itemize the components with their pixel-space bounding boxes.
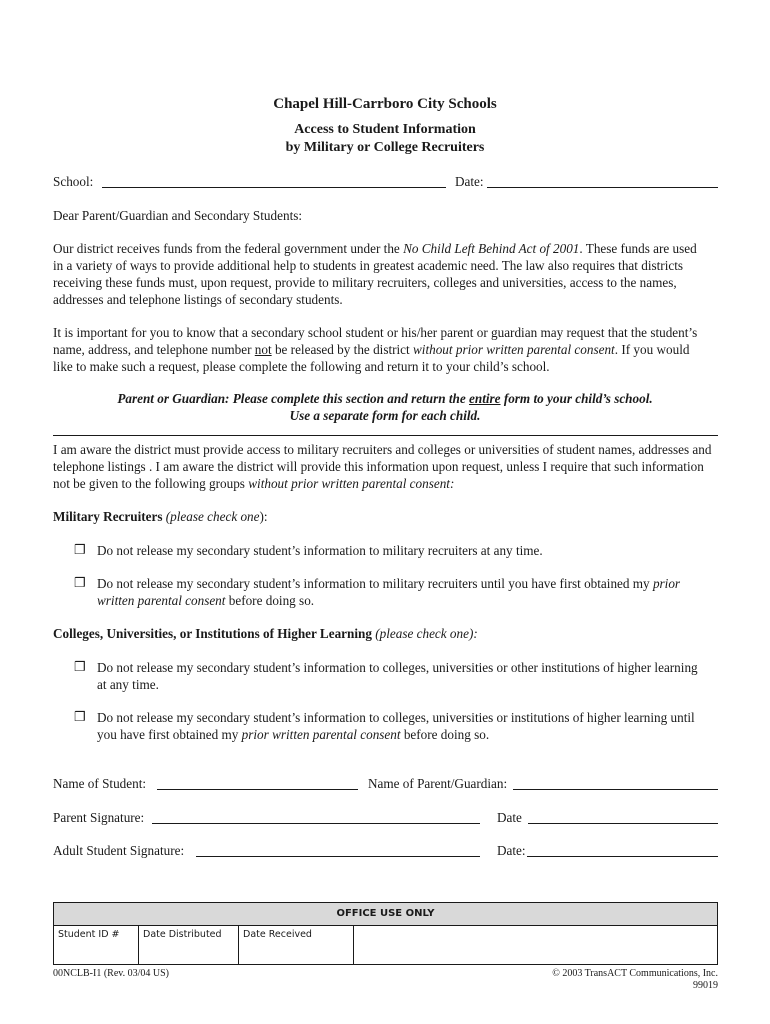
copyright: © 2003 TransACT Communications, Inc. (552, 968, 718, 979)
college-opt1-checkbox[interactable]: ❒ (74, 659, 86, 674)
check-one-note: (please check one (162, 509, 260, 524)
military-heading (53, 509, 268, 525)
college-opt2-line2 (97, 727, 489, 743)
para1-text: . These funds are used (579, 241, 697, 256)
opt-text: before doing so. (400, 727, 490, 742)
colleges-heading-text: Colleges, Universities, or Institutions of Higher Learning (53, 626, 372, 641)
date-field-1[interactable] (528, 810, 718, 824)
section-divider (53, 435, 718, 436)
para1-line4: addresses and telephone listings of secondary students. (53, 292, 343, 307)
date-label-top: Date: (455, 174, 484, 189)
date-distributed-cell[interactable]: Date Distributed (139, 926, 239, 965)
form-title-line1: Access to Student Information (294, 122, 476, 137)
check-one-note: (please check one): (371, 626, 478, 641)
instruction-text: Parent or Guardian: Please complete this section and return the (117, 391, 469, 406)
aware-text: not be given to the following groups (53, 476, 249, 491)
college-opt1-line1: Do not release my secondary student’s information to colleges, universities or other institutions of higher learning (97, 660, 698, 675)
form-code: 00NCLB-I1 (Rev. 03/04 US) (53, 968, 170, 979)
adult-signature-field[interactable] (196, 843, 480, 857)
aware-line3 (53, 476, 454, 492)
opt-text: you have first obtained my (97, 727, 242, 742)
colleges-heading (53, 626, 478, 642)
para1-text: Our district receives funds from the federal government under the (53, 241, 404, 256)
office-blank-cell[interactable] (354, 926, 718, 965)
form-number: 99019 (693, 980, 718, 991)
college-opt2-checkbox[interactable]: ❒ (74, 709, 86, 724)
opt-text: before doing so. (225, 593, 315, 608)
office-use-table (53, 925, 718, 965)
military-opt2-line1 (97, 576, 680, 592)
instruction-text: form to your child’s school. (500, 391, 653, 406)
prior-phrase: prior (652, 576, 681, 591)
aware-line1: I am aware the district must provide access to military recruiters and colleges or universities of student names, addresses and (53, 442, 712, 457)
college-opt2-line1: Do not release my secondary student’s information to colleges, universities or institutions of higher learning until (97, 710, 695, 725)
school-field[interactable] (102, 174, 446, 188)
entire-emphasis: entire (469, 391, 501, 406)
date-received-cell[interactable]: Date Received (239, 926, 354, 965)
para2-line2 (53, 342, 689, 358)
instruction-line2: Use a separate form for each child. (289, 408, 481, 423)
heading-end: ): (259, 509, 268, 524)
office-use-title: OFFICE USE ONLY (336, 908, 435, 919)
consent-phrase: without prior written parental consent (413, 342, 615, 357)
parent-signature-label: Parent Signature: (53, 810, 145, 825)
parent-name-label: Name of Parent/Guardian: (368, 776, 508, 791)
office-use-header (53, 902, 718, 926)
consent-phrase: without prior written parental consent: (248, 476, 455, 491)
aware-line2: telephone listings . I am aware the district will provide this information upon request, unless I require that such information (53, 459, 704, 474)
college-opt1-line2: at any time. (97, 677, 159, 692)
para1-line2: in a variety of ways to provide additional help to students in greatest academic need. The law also requires that districts (53, 258, 684, 273)
date-label-2: Date: (497, 843, 526, 858)
date-label-1: Date (497, 810, 522, 825)
date-field-top[interactable] (487, 174, 718, 188)
student-id-cell[interactable]: Student ID # (54, 926, 139, 965)
date-field-2[interactable] (527, 843, 718, 857)
para2-text: name, address, and telephone number (53, 342, 255, 357)
school-label: School: (53, 174, 94, 189)
adult-signature-label: Adult Student Signature: (53, 843, 185, 858)
org-title: Chapel Hill-Carrboro City Schools (273, 96, 497, 112)
instruction-line1 (0, 391, 770, 407)
nclb-act-name: No Child Left Behind Act of 2001 (403, 241, 580, 256)
military-opt1-label: Do not release my secondary student’s information to military recruiters at any time. (97, 543, 543, 558)
para2-line3: like to make such a request, please complete the following and return it to your child’s school. (53, 359, 550, 374)
military-opt2-line2 (97, 593, 314, 609)
salutation: Dear Parent/Guardian and Secondary Students: (53, 208, 303, 223)
military-opt2-checkbox[interactable]: ❒ (74, 575, 86, 590)
parent-name-field[interactable] (513, 776, 718, 790)
consent-phrase: prior written parental consent (241, 727, 401, 742)
form-title-line2: by Military or College Recruiters (285, 140, 485, 155)
para2-text: . If you would (614, 342, 690, 357)
para1-line1 (53, 241, 697, 257)
military-heading-text: Military Recruiters (53, 509, 163, 524)
consent-phrase: written parental consent (97, 593, 226, 608)
not-emphasis: not (254, 342, 272, 357)
para2-text: be released by the district (271, 342, 413, 357)
military-opt1-checkbox[interactable]: ❒ (74, 542, 86, 557)
para1-line3: receiving these funds must, upon request, provide to military recruiters, colleges and universities, access to the names, (53, 275, 677, 290)
student-name-label: Name of Student: (53, 776, 147, 791)
opt-text: Do not release my secondary student’s information to military recruiters until you have first obtained my (97, 576, 653, 591)
parent-signature-field[interactable] (152, 810, 480, 824)
para2-line1: It is important for you to know that a secondary school student or his/her parent or guardian may request that the student’s (53, 325, 698, 340)
student-name-field[interactable] (157, 776, 358, 790)
